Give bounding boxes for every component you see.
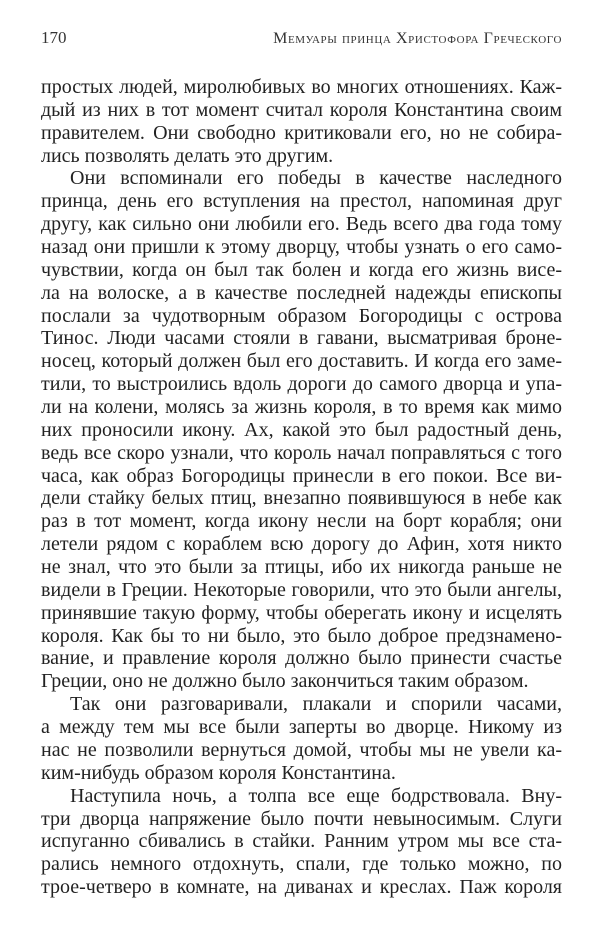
text-line: них проносили икону. Ах, какой это был радостный день, [41,418,562,441]
text-line: не знал, что это были за птицы, ибо их никогда раньше не [41,556,562,579]
text-line: ким-нибудь образом короля Константина. [41,761,396,784]
text-line: ли на колени, молясь за жизнь короля, в то время как мимо [41,396,562,419]
running-title: Мемуары принца Христофора Греческого [273,30,562,47]
text-line: вание, и правление короля должно было принести счастье [41,647,562,670]
text-line: Наступила ночь, а толпа все еще бодрствовала. Вну- [70,784,562,807]
text-line: чувствии, когда он был так болен и когда его жизнь висе- [41,258,562,281]
running-header [41,28,562,50]
text-line: ведь все скоро узнали, что король начал поправляться с того [41,441,562,464]
text-line: принца, день его вступления на престол, напоминая друг [41,190,562,213]
text-line: трое-четверо в комнате, на диванах и креслах. Паж короля [41,876,562,899]
text-line: рались немного отдохнуть, спали, где только можно, по [41,853,562,876]
text-line: простых людей, миролюбивых во многих отношениях. Каж- [41,76,562,98]
text-line: Так они разговаривали, плакали и спорили часами, [70,693,562,716]
text-line: носец, который должен был его доставить. И когда его заме- [41,350,562,373]
text-line: назад они пришли к этому дворцу, чтобы узнать о его само- [41,236,562,259]
text-line: тили, то выстроились вдоль дороги до самого дворца и упа- [41,373,562,396]
text-line: а между тем мы все были заперты во дворце. Никому из [41,716,562,739]
text-line: дый из них в тот момент считал короля Константина своим [41,98,562,121]
text-line: дели стайку белых птиц, внезапно появившуюся в небе как [41,487,562,510]
text-line: три дворца напряжение было почти невыносимым. Слуги [41,807,562,830]
text-line: другу, как сильно они любили его. Ведь всего два года тому [41,213,562,236]
text-line: правителем. Они свободно критиковали его, но не собира- [41,121,562,144]
text-line: послали за чудотворным образом Богородицы с острова [41,304,562,327]
text-line: короля. Как бы то ни было, это было доброе предзнамено- [41,624,562,647]
text-line: Греции, оно не должно было закончиться таким образом. [41,670,529,693]
text-line: часа, как образ Богородицы принесли в его покои. Все ви- [41,464,562,487]
page-body-text [41,76,562,899]
text-line: нас не позволили вернуться домой, чтобы мы не увели ка- [41,738,562,761]
text-line: раз в тот момент, когда икону несли на борт корабля; они [41,510,562,533]
text-line: принявшие такую форму, чтобы оберегать икону и исцелять [41,601,562,624]
text-line: видели в Греции. Некоторые говорили, что это были ангелы, [41,578,562,601]
text-line: Тинос. Люди часами стояли в гавани, высматривая броне- [41,327,562,350]
text-line: ла на волоске, а в качестве последней надежды епископы [41,281,562,304]
text-line: лись позволять делать это другим. [41,144,334,167]
text-line: испуганно сбивались в стайки. Ранним утром мы все ста- [41,830,562,853]
text-line: Они вспоминали его победы в качестве наследного [70,167,562,190]
text-line: летели рядом с кораблем всю дорогу до Афин, хотя никто [41,533,562,556]
page-number: 170 [41,28,67,47]
